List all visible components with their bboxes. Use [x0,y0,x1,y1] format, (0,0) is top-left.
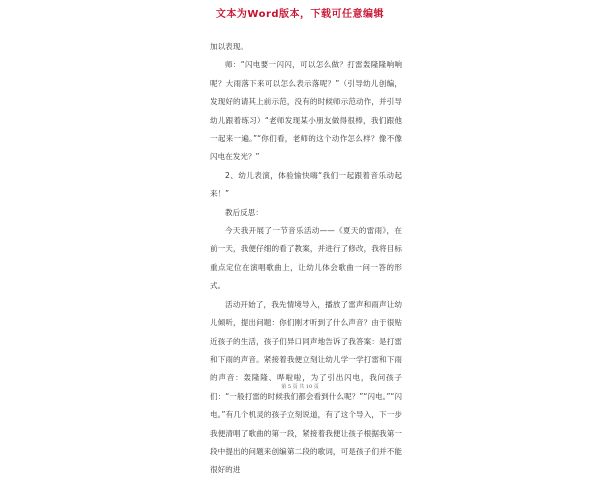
paragraph-continuation: 加以表现。 [210,42,248,51]
document-body [210,38,402,480]
page-number: 第 5 页 共 10 页 [281,384,319,390]
paragraph-performance-step: 2、幼儿表演，体验愉快嗨“我们一起跟着音乐动起来！” [210,170,402,199]
paragraph-reflection-intro: 今天我开展了一节音乐活动——《夏天的雷雨》，在前一天，我便仔细的看了教案，并进行了修改，我将目标重点定位在演唱歌曲上，让幼儿体会歌曲一问一答的形式。 [210,226,402,291]
download-banner: 文本为Word版本，下载可任意编辑 [215,9,385,20]
paragraph-activity-account: 活动开始了，我先情境导入，播放了雷声和雨声让幼儿倾听，提出问题：你们刚才听到了什么声音？由于很贴近孩子的生活，孩子们异口同声地告诉了我答案：是打雷和下雨的声音。紧接着我便立刻让幼儿学一学打雷和下雨的声音：轰隆隆、哗啦啦，为了引出闪电，我问孩子们：“一般打雷的时候我们都会看到什么呢？”“闪电。”“闪电。”有几个机灵的孩子立刻说道，有了这个导入，下一步我便清唱了歌曲的第一段，紧接着我便让孩子根据我第一段中提出的问题来创编第二段的歌词，可是孩子们并不能很好的进 [210,299,402,475]
paragraph-reflection-heading: 教后反思： [225,207,263,217]
paragraph-teacher-prompt: 师：“闪电要一闪闪，可以怎么做？打雷轰隆隆响响呢？大雨落下来可以怎么表示落呢？”（引导幼儿创编，发现好的请其上前示范，没有的时候师示范动作，并引导幼儿跟着练习）“老师发现某小朋友做得很棒，我们跟他一起来一遍。”“你们看，老师的这个动作怎么样？像不像闪电在发光？” [210,60,402,162]
